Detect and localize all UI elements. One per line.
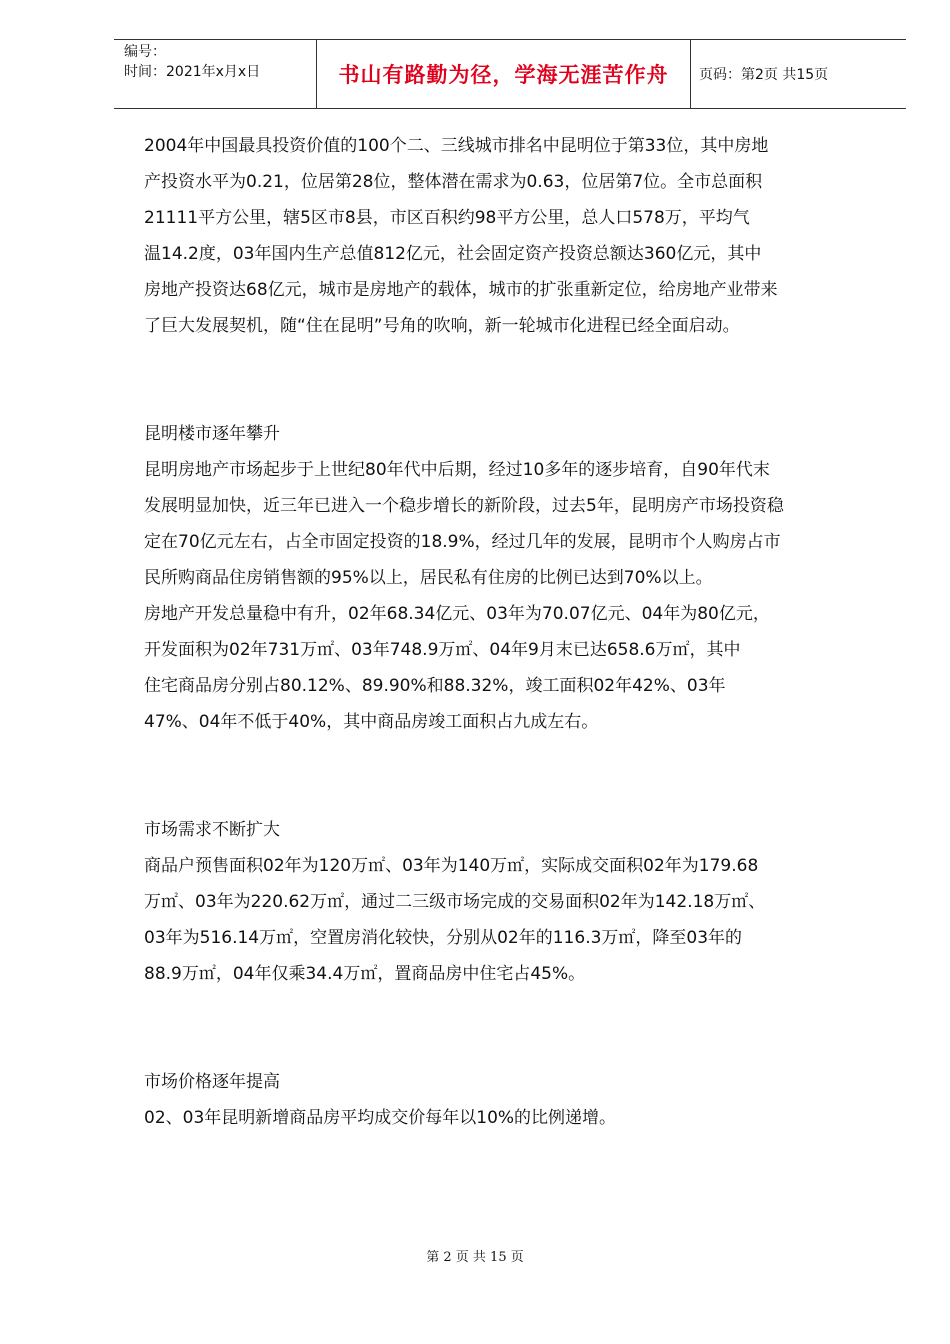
text-line: 03年为516.14万㎡，空置房消化较快，分别从02年的116.3万㎡，降至03年的 [144, 928, 743, 948]
section-heading: 市场价格逐年提高 [144, 1072, 280, 1092]
header-page-label: 页码：第2页 共15页 [699, 67, 829, 83]
section-heading: 市场需求不断扩大 [144, 820, 280, 840]
text-line: 民所购商品住房销售额的95%以上，居民私有住房的比例已达到70%以上。 [144, 568, 713, 588]
text-line: 温14.2度，03年国内生产总值812亿元，社会固定资产投资总额达360亿元，其中 [144, 244, 762, 264]
header-meta [114, 40, 316, 108]
text-line: 商品户预售面积02年为120万㎡、03年为140万㎡，实际成交面积02年为179.68 [144, 856, 759, 876]
text-line: 47%、04年不低于40%，其中商品房竣工面积占九成左右。 [144, 712, 599, 732]
text-line: 住宅商品房分别占80.12%、89.90%和88.32%，竣工面积02年42%、03年 [144, 676, 726, 696]
text-line: 发展明显加快，近三年已进入一个稳步增长的新阶段，过去5年，昆明房产市场投资稳 [144, 496, 784, 516]
text-line: 88.9万㎡，04年仅乘34.4万㎡，置商品房中住宅占45%。 [144, 964, 586, 984]
page-header [114, 39, 906, 109]
text-line: 定在70亿元左右，占全市固定投资的18.9%，经过几年的发展，昆明市个人购房占市 [144, 532, 781, 552]
serial-label: 编号： [124, 44, 166, 60]
text-line: 开发面积为02年731万㎡、03年748.9万㎡、04年9月末已达658.6万㎡，其中 [144, 640, 741, 660]
text-line: 02、03年昆明新增商品房平均成交价每年以10%的比例递增。 [144, 1108, 617, 1128]
text-line: 房地产投资达68亿元，城市是房地产的载体，城市的扩张重新定位，给房地产业带来 [144, 280, 778, 300]
time-label: 时间：2021年x月x日 [124, 64, 261, 80]
page-footer: 第 2 页 共 15 页 [426, 1250, 524, 1265]
section-heading: 昆明楼市逐年攀升 [144, 424, 280, 444]
text-line: 21111平方公里，辖5区市8县，市区百积约98平方公里，总人口578万，平均气 [144, 208, 750, 228]
text-line: 万㎡、03年为220.62万㎡，通过二三级市场完成的交易面积02年为142.18万㎡、 [144, 892, 766, 912]
text-line: 产投资水平为0.21，位居第28位，整体潜在需求为0.63，位居第7位。全市总面积 [144, 172, 763, 192]
text-line: 了巨大发展契机，随“住在昆明”号角的吹响，新一轮城市化进程已经全面启动。 [144, 316, 740, 336]
text-line: 房地产开发总量稳中有升，02年68.34亿元、03年为70.07亿元、04年为80亿元， [144, 604, 770, 624]
text-line: 昆明房地产市场起步于上世纪80年代中后期，经过10多年的逐步培育，自90年代末 [144, 460, 770, 480]
document-body [144, 128, 884, 1136]
text-line: 2004年中国最具投资价值的100个二、三线城市排名中昆明位于第33位，其中房地 [144, 136, 769, 156]
header-motto: 书山有路勤为径，学海无涯苦作舟 [316, 40, 691, 108]
